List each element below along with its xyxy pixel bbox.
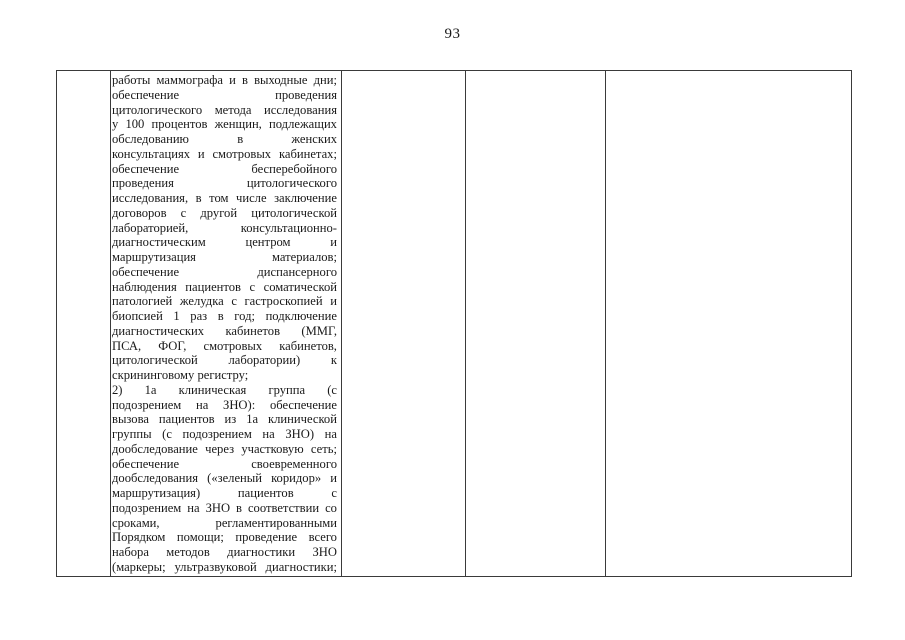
table-cell-measures-text (112, 73, 337, 575)
text-line (112, 398, 337, 413)
text-word: всего (308, 530, 337, 545)
text-word: помощи; (176, 530, 224, 545)
text-word: консультационно- (240, 220, 337, 235)
text-word: маммографа (156, 73, 224, 87)
text-word: метода (214, 102, 252, 117)
text-word: цитологической (112, 353, 198, 368)
text-word: проведения (112, 176, 174, 191)
text-word: скрининговому регистру; (112, 368, 249, 382)
text-line (112, 471, 337, 486)
text-line (112, 235, 337, 250)
text-word: обеспечение (112, 456, 180, 471)
text-line (112, 427, 337, 442)
text-word: исследования, (112, 191, 189, 205)
text-word: желудка (179, 294, 224, 309)
text-line (112, 73, 337, 88)
text-word: диагностики; (265, 559, 337, 574)
column-divider (465, 71, 466, 576)
text-word: подлежащих (269, 117, 337, 132)
text-word: цитологического (246, 176, 337, 191)
text-word: клинической (268, 412, 337, 427)
text-line (112, 280, 337, 295)
text-word: в (236, 500, 242, 515)
text-line (112, 339, 337, 354)
text-word: договоров (112, 205, 167, 220)
text-word: группа (268, 382, 306, 397)
text-line (112, 103, 337, 118)
text-word: у (112, 117, 119, 132)
text-word: подозрением (112, 397, 182, 412)
text-line (112, 206, 337, 221)
text-word: с (249, 279, 256, 294)
text-word: коридор» (271, 471, 322, 486)
text-word: соматической (263, 279, 337, 294)
text-word: дни; (313, 73, 337, 87)
text-line (112, 221, 337, 236)
text-word: ЗНО): (223, 397, 256, 412)
text-word: дообследования (112, 471, 199, 486)
text-word: к (330, 353, 337, 368)
text-word: и (330, 471, 337, 486)
text-word: кабинетов, (279, 338, 337, 353)
text-line (112, 383, 337, 398)
text-line (112, 309, 337, 324)
text-word: работы (112, 73, 151, 87)
text-word: с (231, 294, 237, 309)
text-word: обследованию (112, 132, 189, 146)
text-word: пациентов (158, 412, 215, 427)
text-word: («зеленый (207, 471, 262, 486)
text-word: и (330, 235, 337, 250)
text-word: том (209, 191, 229, 205)
text-line (112, 162, 337, 177)
text-word: сеть; (310, 441, 337, 456)
text-word: 1а (144, 382, 157, 397)
text-line (112, 117, 337, 132)
text-line (112, 324, 337, 339)
text-word: пациентов (237, 486, 294, 500)
text-word: на (187, 500, 200, 515)
text-word: и (197, 146, 205, 161)
text-word: проведения (275, 87, 337, 102)
text-word: лабораторией, (112, 220, 189, 235)
text-word: подозрением (112, 500, 182, 515)
text-line (112, 132, 337, 147)
text-word: группы (112, 427, 152, 441)
text-word: ЗНО (205, 500, 231, 515)
text-word: диагностическим (112, 235, 206, 250)
text-word: методов (166, 545, 210, 559)
text-word: регламентированными (215, 515, 337, 530)
text-word: женщин, (214, 117, 262, 132)
text-word: 1а (246, 412, 259, 427)
text-word: и (229, 73, 236, 87)
text-word: наблюдения (112, 279, 177, 294)
text-word: заключение (274, 191, 337, 205)
text-word: цитологической (251, 205, 337, 220)
text-word: выходные (254, 73, 308, 87)
text-word: 100 (125, 117, 145, 132)
text-line (112, 265, 337, 280)
text-word: с (331, 486, 337, 500)
text-word: клиническая (178, 382, 247, 397)
text-word: сроками, (112, 515, 160, 530)
text-word: кабинетах; (278, 146, 337, 161)
text-word: ПСА, (112, 338, 142, 353)
text-line (112, 147, 337, 162)
text-line (112, 412, 337, 427)
text-word: лаборатории) (228, 353, 301, 368)
text-word: диагностических (112, 323, 205, 338)
text-word: числе (236, 191, 267, 205)
data-table (56, 70, 852, 577)
text-word: 1 (173, 309, 180, 323)
text-word: диагностики (227, 545, 296, 559)
text-word: из (224, 412, 237, 427)
text-word: в (195, 191, 202, 205)
column-divider (605, 71, 606, 576)
text-word: материалов; (271, 250, 337, 264)
text-word: биопсией (112, 309, 163, 323)
text-word: (ММГ, (301, 323, 337, 338)
text-word: в (237, 132, 244, 146)
text-line (112, 516, 337, 531)
text-word: вызова (112, 412, 149, 427)
text-line (112, 176, 337, 191)
page-number: 93 (444, 26, 461, 42)
text-line (112, 442, 337, 457)
text-word: консультациях (112, 146, 191, 161)
text-word: смотровых (212, 146, 272, 161)
text-word: в (242, 73, 248, 87)
text-word: (маркеры; (112, 559, 166, 574)
text-word: набора (112, 545, 149, 559)
text-word: маршрутизация) (112, 486, 201, 500)
text-word: проведение (235, 530, 298, 545)
text-word: исследования (264, 102, 337, 117)
text-word: гастроскопией (244, 294, 323, 309)
text-word: бесперебойного (251, 161, 337, 176)
text-word: обеспечение (112, 264, 180, 279)
text-word: (с (162, 427, 172, 441)
text-word: Порядком (112, 530, 166, 545)
text-line (112, 486, 337, 501)
text-word: цитологического (112, 102, 203, 117)
text-word: процентов (151, 117, 208, 132)
text-line (112, 560, 337, 575)
text-word: пациентов (185, 279, 241, 294)
text-word: (с (327, 382, 337, 397)
text-word: и (330, 294, 337, 309)
column-divider (341, 71, 342, 576)
text-word: другой (200, 205, 238, 220)
text-line (112, 88, 337, 103)
text-word: через (205, 441, 235, 456)
column-divider (110, 71, 111, 576)
text-word: диспансерного (257, 264, 337, 279)
text-word: со (325, 500, 337, 515)
text-word: раз (190, 309, 208, 323)
text-word: на (324, 427, 337, 441)
text-word: ЗНО) (285, 427, 315, 441)
text-word: кабинетов (225, 323, 281, 338)
text-line (112, 294, 337, 309)
text-word: на (262, 427, 275, 441)
text-word: на (195, 397, 209, 412)
text-word: соответствии (247, 500, 320, 515)
text-word: дообследование (112, 441, 198, 456)
text-line (112, 545, 337, 560)
text-line (112, 501, 337, 516)
text-word: ФОГ, (158, 338, 187, 353)
text-word: маршрутизация (112, 250, 196, 264)
text-word: подключение (265, 309, 337, 323)
text-line (112, 250, 337, 265)
text-word: обеспечение (112, 161, 180, 176)
text-word: подозрением (182, 427, 252, 441)
text-line (112, 457, 337, 472)
text-word: участковую (241, 441, 304, 456)
text-word: год; (234, 309, 255, 323)
text-word: ЗНО (312, 545, 337, 559)
text-word: обеспечение (112, 87, 180, 102)
text-word: с (180, 205, 187, 220)
text-line (112, 530, 337, 545)
text-word: ультразвуковой (174, 559, 257, 574)
text-line (112, 191, 337, 206)
text-word: своевременного (251, 456, 337, 471)
text-word: в (217, 309, 224, 323)
text-line (112, 368, 337, 383)
text-word: центром (245, 235, 291, 250)
text-line (112, 353, 337, 368)
text-word: женских (291, 132, 337, 146)
text-word: патологией (112, 294, 173, 309)
text-word: обеспечение (269, 397, 337, 412)
text-word: 2) (112, 382, 123, 397)
text-word: смотровых (203, 338, 263, 353)
